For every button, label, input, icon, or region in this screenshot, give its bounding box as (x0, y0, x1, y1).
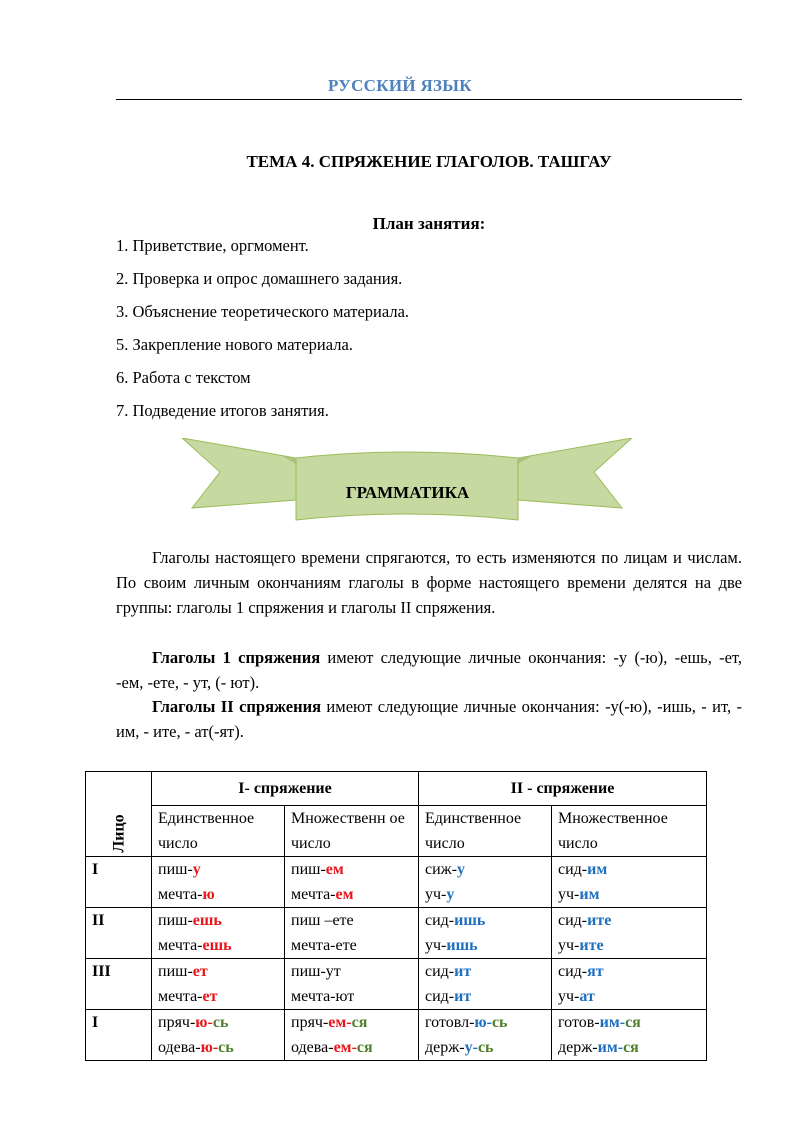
verb-stem: уч- (425, 886, 447, 903)
verb-ending: им (579, 886, 600, 903)
verb-ending: ю (202, 886, 215, 903)
verb-form-cell (152, 959, 285, 1010)
verb-ending: ем (335, 886, 354, 903)
verb-stem: уч- (558, 988, 580, 1005)
verb-ending: ю (200, 1039, 213, 1056)
verb-form (291, 1010, 412, 1035)
verb-ending: у (464, 1039, 473, 1056)
verb-stem: пряч- (158, 1014, 196, 1031)
verb-ending: у (457, 861, 466, 878)
reflexive-suffix: сь (218, 1039, 234, 1056)
verb-form: мечта-ют (291, 988, 355, 1005)
verb-ending: ем (325, 861, 344, 878)
ending-separator: - (472, 1039, 478, 1056)
verb-ending: ят (587, 963, 604, 980)
verb-form (158, 857, 278, 882)
plan-item: 6. Работа с текстом (116, 368, 251, 387)
person-label: I (86, 857, 152, 908)
verb-stem: держ- (425, 1039, 465, 1056)
verb-stem: пиш- (291, 861, 326, 878)
subheader-plural-2: Множественное число (552, 806, 707, 857)
verb-form-cell (285, 959, 419, 1010)
verb-stem: пиш- (158, 912, 193, 929)
verb-stem: пиш- (158, 861, 193, 878)
verb-form-cell (285, 1010, 419, 1061)
verb-ending: им (597, 1039, 618, 1056)
verb-stem: мечта- (158, 937, 203, 954)
verb-ending: ет (202, 988, 218, 1005)
banner-right-tail (518, 438, 632, 508)
verb-ending: ит (454, 963, 472, 980)
verb-form (291, 1035, 412, 1060)
verb-form-cell (419, 908, 552, 959)
verb-stem: пряч- (291, 1014, 329, 1031)
verb-form (558, 933, 700, 958)
reflexive-suffix: сь (212, 1014, 229, 1031)
verb-form (425, 857, 545, 882)
header-divider (116, 99, 742, 100)
verb-form (291, 857, 412, 882)
plan-item: 3. Объяснение теоретического материала. (116, 302, 410, 321)
plan-item: 1. Приветствие, оргмомент. (116, 236, 309, 255)
verb-form: пиш –ете (291, 912, 354, 929)
verb-stem: мечта- (158, 988, 203, 1005)
verb-form (425, 1035, 545, 1060)
verb-form (158, 933, 278, 958)
ending-separator: - (346, 1014, 352, 1031)
verb-form-cell (552, 908, 707, 959)
subheader-singular-2: Единственное число (419, 806, 552, 857)
verb-form (158, 1010, 278, 1035)
verb-form (558, 908, 700, 933)
person-label: I (86, 1010, 152, 1061)
verb-ending: ешь (202, 937, 232, 954)
verb-form-cell (552, 1010, 707, 1061)
verb-form (158, 908, 278, 933)
topic-title: ТЕМА 4. СПРЯЖЕНИЕ ГЛАГОЛОВ. ТАШГАУ (246, 152, 612, 171)
verb-form (425, 908, 545, 933)
verb-stem: одева- (291, 1039, 334, 1056)
verb-form-cell (152, 1010, 285, 1061)
verb-ending: ем (328, 1014, 347, 1031)
verb-form (425, 959, 545, 984)
ending-separator: - (351, 1039, 357, 1056)
verb-ending: ишь (454, 912, 486, 929)
verb-ending: ат (579, 988, 595, 1005)
verb-ending: у (446, 886, 455, 903)
verb-ending: у (192, 861, 201, 878)
verb-form (558, 984, 700, 1009)
verb-stem: уч- (558, 886, 580, 903)
verb-ending: ем (333, 1039, 352, 1056)
verb-ending: ешь (192, 912, 222, 929)
verb-form (425, 1010, 545, 1035)
group-2-header: II - спряжение (419, 772, 707, 806)
verb-form (558, 857, 700, 882)
verb-form (291, 882, 412, 907)
verb-form-cell (285, 908, 419, 959)
table-row (86, 857, 707, 908)
ending-separator: - (212, 1039, 219, 1056)
verb-stem: сид- (425, 963, 455, 980)
verb-ending: ю (474, 1014, 487, 1031)
ending-separator: - (619, 1014, 626, 1031)
verb-form-cell (419, 857, 552, 908)
verb-stem: мечта- (158, 886, 203, 903)
table-row (86, 959, 707, 1010)
verb-stem: сид- (558, 861, 588, 878)
verb-form (425, 933, 545, 958)
plan-item: 5. Закрепление нового материала. (116, 335, 353, 354)
verb-stem: одева- (158, 1039, 201, 1056)
verb-ending: ишь (446, 937, 478, 954)
verb-stem: сид- (558, 912, 588, 929)
ending-separator: - (207, 1014, 213, 1031)
grammar-banner (182, 438, 632, 524)
reflexive-suffix: сь (491, 1014, 508, 1031)
verb-stem: сид- (425, 912, 455, 929)
verb-form (558, 959, 700, 984)
verb-form (425, 984, 545, 1009)
verb-form-cell (552, 959, 707, 1010)
face-header-cell (86, 772, 152, 857)
banner-left-tail (182, 438, 296, 508)
verb-form (558, 1035, 700, 1060)
face-header: Лицо (110, 814, 127, 853)
verb-form (558, 1010, 700, 1035)
verb-stem: мечта- (291, 886, 336, 903)
reflexive-suffix: ся (351, 1014, 368, 1031)
person-label: II (86, 908, 152, 959)
verb-form-cell (419, 1010, 552, 1061)
plan-list (116, 235, 736, 433)
verb-form: мечта-ете (291, 937, 357, 954)
verb-form (158, 882, 278, 907)
paragraph-conj1: Глаголы 1 спряжения имеют следующие личные окончания: -у (-ю), -ешь, -ет, -ем, -ете, - ут, (- ют). (116, 648, 742, 692)
paragraph-intro: Глаголы настоящего времени спрягаются, то есть изменяются по лицам и числам. По своим личным окончаниям глаголы в форме настоящего времени делятся на две группы: глаголы 1 спряжения и глаголы II спряжения. (116, 548, 742, 617)
verb-ending: ите (579, 937, 604, 954)
verb-stem: держ- (558, 1039, 598, 1056)
plan-item: 2. Проверка и опрос домашнего задания. (116, 269, 403, 288)
subject-header: РУССКИЙ ЯЗЫК (328, 76, 472, 95)
conjugation-rows (86, 857, 707, 1061)
verb-form (158, 959, 278, 984)
verb-ending: ите (587, 912, 612, 929)
verb-stem: сид- (558, 963, 588, 980)
reflexive-suffix: ся (356, 1039, 373, 1056)
banner-label: ГРАММАТИКА (345, 483, 470, 502)
verb-stem: готовл- (425, 1014, 475, 1031)
verb-stem: сид- (425, 988, 455, 1005)
verb-form-cell (152, 908, 285, 959)
verb-form-cell (285, 857, 419, 908)
verb-stem: сиж- (425, 861, 458, 878)
reflexive-suffix: сь (477, 1039, 494, 1056)
conjugation-table (85, 771, 707, 1061)
verb-stem: готов- (558, 1014, 600, 1031)
verb-ending: ит (454, 988, 472, 1005)
plan-item: 7. Подведение итогов занятия. (116, 401, 329, 420)
ending-separator: - (617, 1039, 624, 1056)
plan-title: План занятия: (372, 214, 486, 233)
verb-stem: уч- (425, 937, 447, 954)
verb-ending: ю (195, 1014, 208, 1031)
verb-stem: уч- (558, 937, 580, 954)
verb-stem: пиш- (158, 963, 193, 980)
verb-form (425, 882, 545, 907)
verb-ending: им (587, 861, 608, 878)
verb-form-cell (152, 857, 285, 908)
verb-form (158, 1035, 278, 1060)
reflexive-suffix: ся (625, 1014, 641, 1031)
verb-form: пиш-ут (291, 963, 341, 980)
paragraph-conj2: Глаголы II спряжения имеют следующие личные окончания: -у(-ю), -ишь, - ит, - им, - ите, - ат(-ят). (116, 697, 742, 741)
reflexive-suffix: ся (623, 1039, 639, 1056)
verb-ending: ет (192, 963, 208, 980)
subheader-plural-1: Множественн ое число (285, 806, 419, 857)
table-row (86, 908, 707, 959)
verb-form-cell (552, 857, 707, 908)
table-row (86, 1010, 707, 1061)
verb-form (158, 984, 278, 1009)
verb-ending: им (599, 1014, 620, 1031)
group-1-header: I- спряжение (152, 772, 419, 806)
subheader-singular-1: Единственное число (152, 806, 285, 857)
person-label: III (86, 959, 152, 1010)
verb-form-cell (419, 959, 552, 1010)
verb-form (558, 882, 700, 907)
ending-separator: - (486, 1014, 492, 1031)
